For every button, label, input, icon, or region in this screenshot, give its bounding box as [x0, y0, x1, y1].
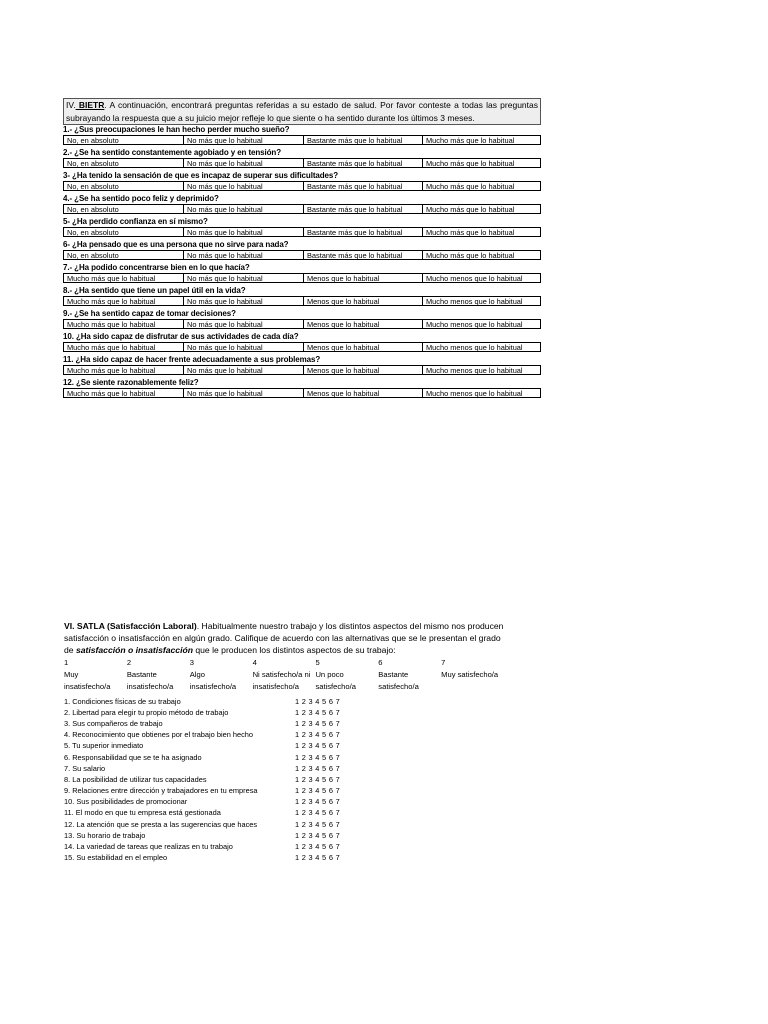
- answer-options: [63, 273, 541, 283]
- answer-option[interactable]: No, en absoluto: [64, 251, 184, 259]
- satla-item-text: 11. El modo en que tu empresa está gestionada: [64, 808, 221, 818]
- answer-option[interactable]: Menos que lo habitual: [304, 274, 423, 282]
- scale-option: [190, 657, 253, 693]
- bietr-question: [63, 309, 541, 332]
- answer-option[interactable]: Mucho más que lo habitual: [64, 320, 184, 328]
- scale-option: [441, 657, 504, 693]
- answer-option[interactable]: Menos que lo habitual: [304, 389, 423, 397]
- question-text: 11. ¿Ha sido capaz de hacer frente adecuadamente a sus problemas?: [63, 355, 321, 364]
- satla-item-text: 2. Libertad para elegir tu propio método de trabajo: [64, 707, 229, 717]
- answer-option[interactable]: Mucho menos que lo habitual: [426, 320, 523, 328]
- question-text: 10. ¿Ha sido capaz de disfrutar de sus actividades de cada día?: [63, 332, 299, 341]
- bietr-label: BIETR: [75, 100, 105, 110]
- answer-option[interactable]: Mucho más que lo habitual: [426, 251, 515, 259]
- answer-option[interactable]: Bastante más que lo habitual: [304, 136, 423, 144]
- question-text: 8.- ¿Ha sentido que tiene un papel útil en la vida?: [63, 286, 246, 295]
- satla-item-text: 8. La posibilidad de utilizar tus capacidades: [64, 774, 207, 784]
- scale-number: 1: [64, 657, 69, 667]
- scale-number: 2: [126, 657, 132, 667]
- answer-options: [63, 158, 541, 168]
- satla-item-text: 12. La atención que se presta a las sugerencias que haces: [64, 819, 258, 829]
- satla-rating-scale[interactable]: 1 2 3 4 5 6 7: [295, 853, 340, 863]
- satla-item: [64, 796, 504, 807]
- question-text: 7.- ¿Ha podido concentrarse bien en lo que hacía?: [63, 263, 250, 272]
- question-text: 5- ¿Ha perdido confianza en sí mismo?: [63, 217, 208, 226]
- answer-option[interactable]: No, en absoluto: [64, 136, 184, 144]
- answer-option[interactable]: Mucho más que lo habitual: [426, 136, 515, 144]
- answer-option[interactable]: Mucho más que lo habitual: [64, 366, 184, 374]
- satla-item: [64, 718, 504, 729]
- scale-label: Ni satisfecho/a ni insatisfecho/a: [252, 669, 311, 691]
- answer-option[interactable]: Mucho más que lo habitual: [64, 274, 184, 282]
- answer-options: [63, 365, 541, 375]
- scale-option: [378, 657, 441, 693]
- answer-option[interactable]: Mucho menos que lo habitual: [426, 389, 523, 397]
- satla-rating-scale[interactable]: 1 2 3 4 5 6 7: [295, 819, 340, 829]
- answer-option[interactable]: No, en absoluto: [64, 228, 184, 236]
- scale-label: Muy satisfecho/a: [441, 669, 499, 679]
- scale-label: Algo insatisfecho/a: [189, 669, 237, 691]
- satla-item-text: 13. Su horario de trabajo: [64, 830, 146, 840]
- answer-option[interactable]: Mucho menos que lo habitual: [426, 297, 523, 305]
- answer-options: [63, 342, 541, 352]
- answer-option[interactable]: No más que lo habitual: [184, 320, 304, 328]
- satla-item-text: 1. Condiciones físicas de su trabajo: [64, 696, 181, 706]
- satla-section: [64, 620, 504, 863]
- question-text: 3- ¿Ha tenido la sensación de que es incapaz de superar sus dificultades?: [63, 171, 339, 180]
- answer-option[interactable]: Mucho más que lo habitual: [64, 343, 184, 351]
- satla-item: [64, 763, 504, 774]
- scale-label: Bastante insatisfecho/a: [126, 669, 174, 691]
- bietr-question-list: [63, 125, 541, 401]
- satla-item-text: 3. Sus compañeros de trabajo: [64, 718, 163, 728]
- satla-rating-scale[interactable]: 1 2 3 4 5 6 7: [295, 797, 340, 807]
- answer-option[interactable]: Bastante más que lo habitual: [304, 159, 423, 167]
- scale-option: [127, 657, 190, 693]
- satla-rating-scale[interactable]: 1 2 3 4 5 6 7: [295, 752, 340, 762]
- satla-rating-scale[interactable]: 1 2 3 4 5 6 7: [295, 786, 340, 796]
- satla-rating-scale[interactable]: 1 2 3 4 5 6 7: [295, 718, 340, 728]
- satla-item-text: 14. La variedad de tareas que realizas en tu trabajo: [64, 842, 233, 852]
- answer-option[interactable]: No, en absoluto: [64, 205, 184, 213]
- satla-item-list: [64, 696, 504, 864]
- satla-item-text: 5. Tu superior inmediato: [64, 741, 144, 751]
- satla-item-text: 10. Sus posibilidades de promocionar: [64, 797, 188, 807]
- scale-number: 3: [189, 657, 194, 667]
- answer-option[interactable]: Mucho menos que lo habitual: [426, 274, 523, 282]
- answer-options: [63, 250, 541, 260]
- scale-option: [253, 657, 316, 693]
- question-text: 12. ¿Se siente razonablemente feliz?: [63, 378, 199, 387]
- answer-option[interactable]: No más que lo habitual: [184, 182, 304, 190]
- answer-option[interactable]: Bastante más que lo habitual: [304, 228, 423, 236]
- bietr-prefix: IV.: [66, 100, 76, 110]
- answer-option[interactable]: No más que lo habitual: [184, 274, 304, 282]
- scale-number: 7: [441, 657, 446, 667]
- satla-item-text: 4. Reconocimiento que obtienes por el trabajo bien hecho: [64, 730, 253, 740]
- satla-item-text: 6. Responsabilidad que se te ha asignado: [64, 752, 202, 762]
- answer-option[interactable]: Menos que lo habitual: [304, 343, 423, 351]
- scale-label: Un poco satisfecho/a: [315, 669, 356, 691]
- answer-option[interactable]: Menos que lo habitual: [304, 297, 423, 305]
- satla-item-text: 7. Su salario: [64, 763, 106, 773]
- satla-intro-a: . Habitualmente nuestro trabajo y los distintos aspectos del mismo nos producen satisfacción o insatisfacción en algún grado. Califique de acuerdo con las alternativas que se le presentan el grado de: [64, 621, 504, 656]
- satla-item: [64, 830, 504, 841]
- satla-rating-scale[interactable]: 1 2 3 4 5 6 7: [295, 808, 340, 818]
- answer-option[interactable]: Mucho más que lo habitual: [426, 159, 515, 167]
- scale-label: Muy insatisfecho/a: [64, 669, 111, 691]
- bietr-intro: [63, 98, 541, 125]
- question-text: 4.- ¿Se ha sentido poco feliz y deprimido?: [63, 194, 219, 203]
- answer-option[interactable]: No más que lo habitual: [184, 159, 304, 167]
- answer-option[interactable]: Bastante más que lo habitual: [304, 251, 423, 259]
- answer-option[interactable]: No, en absoluto: [64, 182, 184, 190]
- answer-option[interactable]: No más que lo habitual: [184, 228, 304, 236]
- question-text: 9.- ¿Se ha sentido capaz de tomar decisiones?: [63, 309, 236, 318]
- bietr-question: [63, 194, 541, 217]
- scale-number: 6: [378, 657, 383, 667]
- satla-rating-scale[interactable]: 1 2 3 4 5 6 7: [295, 741, 340, 751]
- satla-scale: [64, 657, 504, 693]
- bietr-question: [63, 378, 541, 401]
- satla-item: [64, 819, 504, 830]
- answer-options: [63, 388, 541, 398]
- scale-number: 4: [252, 657, 257, 667]
- bietr-question: [63, 148, 541, 171]
- answer-option[interactable]: No más que lo habitual: [184, 343, 304, 351]
- answer-option[interactable]: Mucho más que lo habitual: [64, 297, 184, 305]
- answer-option[interactable]: No más que lo habitual: [184, 297, 304, 305]
- satla-rating-scale[interactable]: 1 2 3 4 5 6 7: [295, 774, 340, 784]
- answer-options: [63, 181, 541, 191]
- answer-option[interactable]: Bastante más que lo habitual: [304, 205, 423, 213]
- satla-item-text: 15. Su estabilidad en el empleo: [64, 853, 168, 863]
- answer-option[interactable]: Mucho menos que lo habitual: [426, 343, 523, 351]
- satla-item: [64, 729, 504, 740]
- scale-option: [315, 657, 378, 693]
- answer-option[interactable]: No más que lo habitual: [184, 136, 304, 144]
- answer-option[interactable]: No más que lo habitual: [184, 251, 304, 259]
- satla-rating-scale[interactable]: 1 2 3 4 5 6 7: [295, 696, 340, 706]
- answer-option[interactable]: No más que lo habitual: [184, 389, 304, 397]
- answer-option[interactable]: Mucho más que lo habitual: [426, 182, 515, 190]
- satla-item: [64, 852, 504, 863]
- answer-option[interactable]: No más que lo habitual: [184, 205, 304, 213]
- satla-rating-scale[interactable]: 1 2 3 4 5 6 7: [295, 830, 340, 840]
- satla-item: [64, 752, 504, 763]
- scale-label: Bastante satisfecho/a: [378, 669, 419, 691]
- satla-item: [64, 696, 504, 707]
- bietr-question: [63, 240, 541, 263]
- answer-option[interactable]: Mucho más que lo habitual: [64, 389, 184, 397]
- answer-options: [63, 227, 541, 237]
- answer-options: [63, 319, 541, 329]
- answer-option[interactable]: Menos que lo habitual: [304, 320, 423, 328]
- question-text: 2.- ¿Se ha sentido constantemente agobiado y en tensión?: [63, 148, 281, 157]
- satla-intro: [64, 620, 504, 657]
- scale-number: 5: [315, 657, 320, 667]
- satla-rating-scale[interactable]: 1 2 3 4 5 6 7: [295, 707, 340, 717]
- satla-intro-emphasis: satisfacción o insatisfacción: [75, 645, 193, 656]
- satla-item-text: 9. Relaciones entre dirección y trabajadores en tu empresa: [64, 786, 258, 796]
- satla-item: [64, 785, 504, 796]
- answer-options: [63, 135, 541, 145]
- satla-intro-b: que le producen los distintos aspectos de su trabajo:: [192, 645, 396, 656]
- answer-option[interactable]: Mucho menos que lo habitual: [426, 366, 523, 374]
- answer-options: [63, 296, 541, 306]
- answer-option[interactable]: No más que lo habitual: [184, 366, 304, 374]
- satla-item: [64, 774, 504, 785]
- bietr-intro-text: . A continuación, encontrará preguntas referidas a su estado de salud. Por favor conteste a todas las preguntas subrayando la respuesta que a su juicio mejor refleje lo que siente o ha sentido durante los últimos 3 meses.: [66, 100, 538, 123]
- bietr-question: [63, 217, 541, 240]
- satla-item: [64, 841, 504, 852]
- bietr-question: [63, 286, 541, 309]
- bietr-question: [63, 125, 541, 148]
- bietr-question: [63, 355, 541, 378]
- answer-option[interactable]: No, en absoluto: [64, 159, 184, 167]
- satla-item: [64, 807, 504, 818]
- satla-item: [64, 740, 504, 751]
- bietr-section: [63, 98, 541, 401]
- satla-rating-scale[interactable]: 1 2 3 4 5 6 7: [295, 730, 340, 740]
- satla-rating-scale[interactable]: 1 2 3 4 5 6 7: [295, 842, 340, 852]
- answer-option[interactable]: Mucho más que lo habitual: [426, 228, 515, 236]
- question-text: 1.- ¿Sus preocupaciones le han hecho perder mucho sueño?: [63, 125, 290, 134]
- satla-label: VI. SATLA (Satisfacción Laboral): [64, 621, 197, 631]
- answer-options: [63, 204, 541, 214]
- satla-rating-scale[interactable]: 1 2 3 4 5 6 7: [295, 763, 340, 773]
- answer-option[interactable]: Bastante más que lo habitual: [304, 182, 423, 190]
- bietr-question: [63, 332, 541, 355]
- bietr-question: [63, 263, 541, 286]
- scale-option: [64, 657, 127, 693]
- answer-option[interactable]: Mucho más que lo habitual: [426, 205, 515, 213]
- satla-item: [64, 707, 504, 718]
- bietr-question: [63, 171, 541, 194]
- answer-option[interactable]: Menos que lo habitual: [304, 366, 423, 374]
- question-text: 6- ¿Ha pensado que es una persona que no sirve para nada?: [63, 240, 289, 249]
